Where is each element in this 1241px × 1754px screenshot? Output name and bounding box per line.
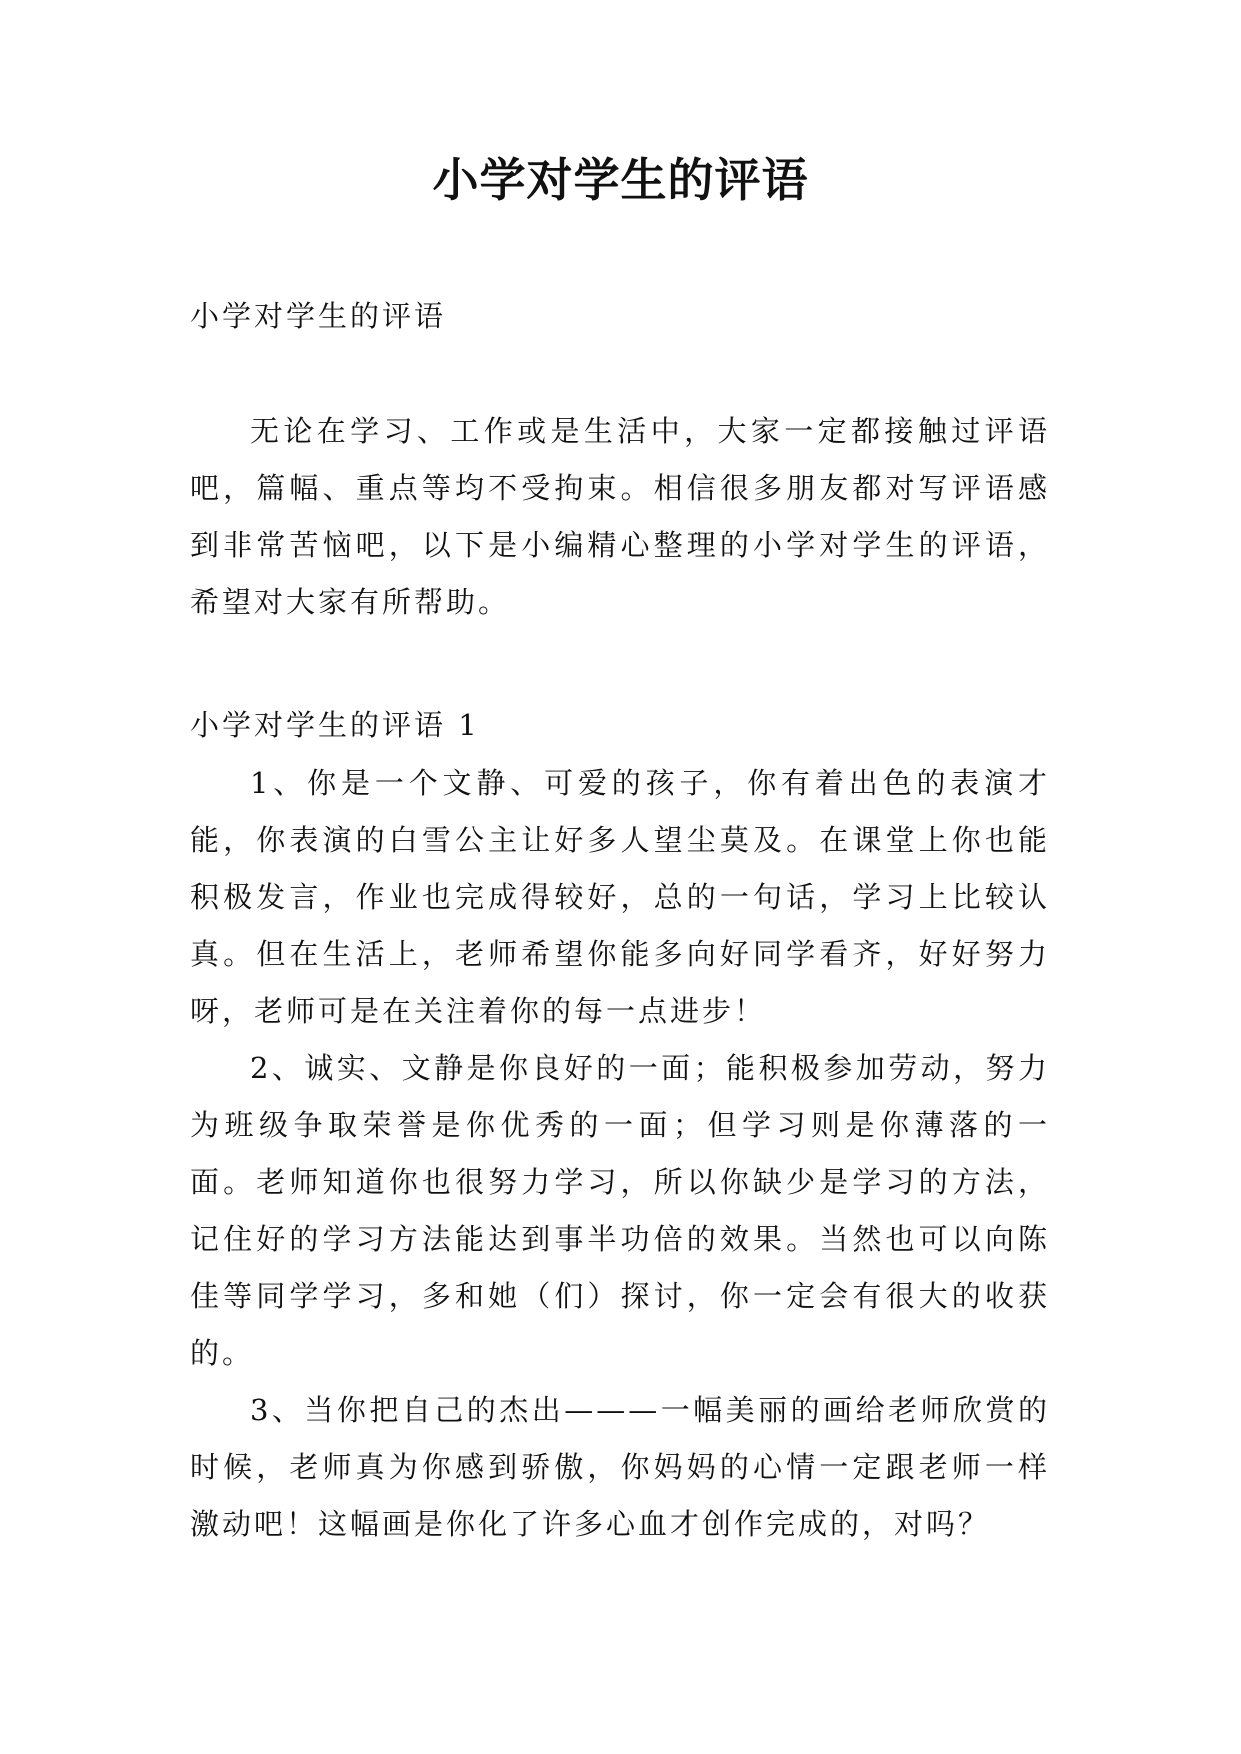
comment-list: [190, 755, 1050, 1553]
section-heading: 小学对学生的评语 1: [190, 708, 480, 742]
document-title: 小学对学生的评语: [432, 153, 809, 207]
document-subtitle: 小学对学生的评语: [190, 299, 447, 333]
intro-paragraph: 无论在学习、工作或是生活中，大家一定都接触过评语吧，篇幅、重点等均不受拘束。相信很多朋友都对写评语感到非常苦恼吧，以下是小编精心整理的小学对学生的评语，希望对大家有所帮助。: [190, 414, 1050, 619]
comment-item-3: 3、当你把自己的杰出———一幅美丽的画给老师欣赏的时候，老师真为你感到骄傲，你妈妈的心情一定跟老师一样激动吧！这幅画是你化了许多心血才创作完成的，对吗？: [190, 1393, 1050, 1541]
comment-item-2: 2、诚实、文静是你良好的一面；能积极参加劳动，努力为班级争取荣誉是你优秀的一面；但学习则是你薄落的一面。老师知道你也很努力学习，所以你缺少是学习的方法，记住好的学习方法能达到事半功倍的效果。当然也可以向陈佳等同学学习，多和她（们）探讨，你一定会有很大的收获的。: [190, 1051, 1050, 1370]
comment-item-1: 1、你是一个文静、可爱的孩子，你有着出色的表演才能，你表演的白雪公主让好多人望尘莫及。在课堂上你也能积极发言，作业也完成得较好，总的一句话，学习上比较认真。但在生活上，老师希望你能多向好同学看齐，好好努力呀，老师可是在关注着你的每一点进步！: [190, 766, 1050, 1028]
